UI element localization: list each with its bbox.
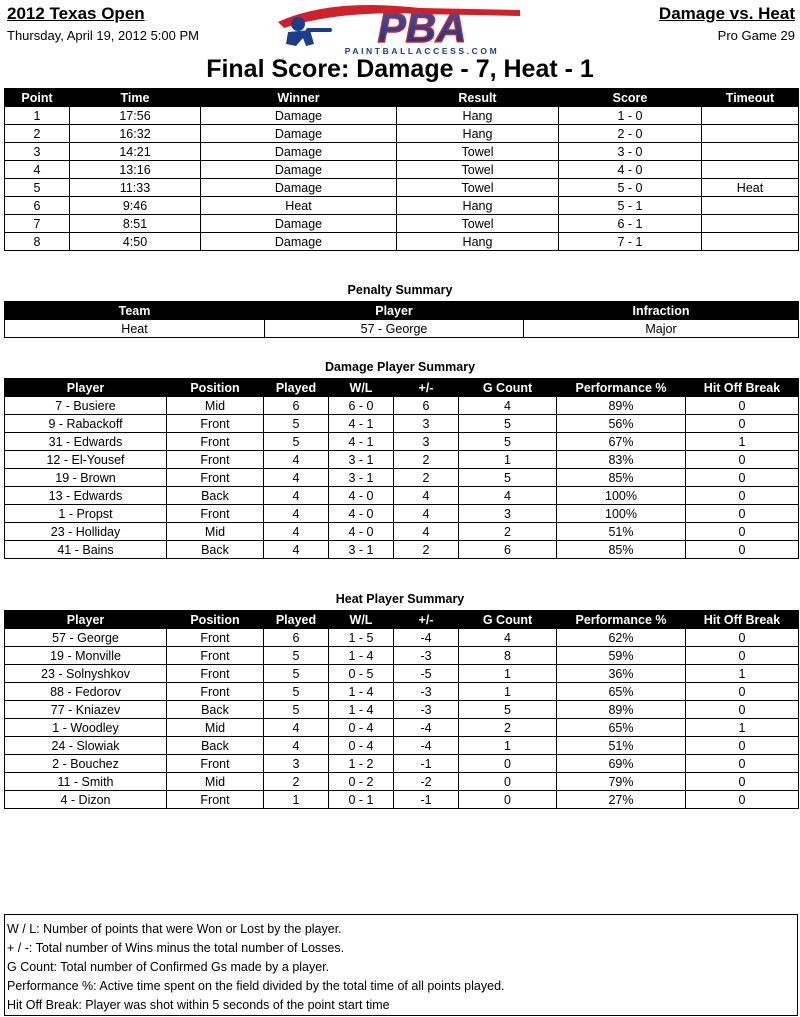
- table-cell: Towel: [397, 179, 559, 197]
- table-cell: 0: [686, 415, 799, 433]
- table-cell: 0 - 4: [329, 719, 394, 737]
- table-cell: 51%: [557, 523, 686, 541]
- table-cell: 1 - 5: [329, 629, 394, 647]
- table-cell: 41 - Bains: [5, 541, 167, 559]
- table-cell: Back: [167, 541, 264, 559]
- table-cell: 4: [264, 487, 329, 505]
- table-cell: 59%: [557, 647, 686, 665]
- table-cell: 77 - Kniazev: [5, 701, 167, 719]
- table-cell: 4: [459, 397, 557, 415]
- table-cell: 9 - Rabackoff: [5, 415, 167, 433]
- table-cell: 0: [686, 647, 799, 665]
- column-header: W/L: [329, 611, 394, 629]
- table-cell: 13:16: [70, 161, 201, 179]
- player-row: [5, 719, 799, 737]
- table-cell: [702, 161, 799, 179]
- table-cell: 5: [264, 647, 329, 665]
- table-cell: 5: [264, 433, 329, 451]
- table-cell: 4 - Dizon: [5, 791, 167, 809]
- table-cell: 1 - 4: [329, 647, 394, 665]
- table-cell: 5: [264, 665, 329, 683]
- table-cell: 4:50: [70, 233, 201, 251]
- table-cell: Front: [167, 433, 264, 451]
- table-cell: 5: [459, 433, 557, 451]
- table-cell: 12 - El-Yousef: [5, 451, 167, 469]
- table-cell: 5: [459, 701, 557, 719]
- heat-summary-title: Heat Player Summary: [335, 592, 465, 606]
- table-cell: [702, 197, 799, 215]
- table-cell: 4: [394, 523, 459, 541]
- table-cell: Back: [167, 737, 264, 755]
- table-cell: 1: [459, 683, 557, 701]
- player-row: [5, 541, 799, 559]
- table-cell: 2 - Bouchez: [5, 755, 167, 773]
- table-cell: 4 - 0: [329, 505, 394, 523]
- table-cell: 36%: [557, 665, 686, 683]
- table-cell: 6: [264, 629, 329, 647]
- table-cell: 11 - Smith: [5, 773, 167, 791]
- legend-performance: Performance %: Active time spent on the field divided by the total time of all points played.: [7, 979, 505, 993]
- table-cell: 4 - 0: [329, 523, 394, 541]
- column-header: Position: [167, 379, 264, 397]
- table-cell: 4: [394, 505, 459, 523]
- heat-player-table: [4, 610, 799, 809]
- table-cell: 1: [264, 791, 329, 809]
- legend-wl: W / L: Number of points that were Won or Lost by the player.: [7, 922, 342, 936]
- column-header: Hit Off Break: [686, 611, 799, 629]
- table-cell: 8: [459, 647, 557, 665]
- column-header: G Count: [459, 611, 557, 629]
- table-cell: Mid: [167, 719, 264, 737]
- table-cell: 0: [686, 505, 799, 523]
- player-row: [5, 755, 799, 773]
- table-cell: Mid: [167, 523, 264, 541]
- table-cell: 0: [686, 755, 799, 773]
- table-cell: Heat: [702, 179, 799, 197]
- table-cell: 0: [686, 541, 799, 559]
- table-cell: 1: [686, 665, 799, 683]
- table-cell: 2: [394, 541, 459, 559]
- table-cell: 0: [686, 487, 799, 505]
- table-cell: Front: [167, 755, 264, 773]
- table-cell: 17:56: [70, 107, 201, 125]
- table-cell: 5: [459, 415, 557, 433]
- penalty-table: [4, 301, 799, 338]
- table-cell: 56%: [557, 415, 686, 433]
- header-left: [7, 4, 199, 43]
- table-cell: Front: [167, 647, 264, 665]
- table-cell: 51%: [557, 737, 686, 755]
- table-cell: 3: [5, 143, 70, 161]
- table-cell: 16:32: [70, 125, 201, 143]
- table-cell: 19 - Monville: [5, 647, 167, 665]
- table-cell: Front: [167, 791, 264, 809]
- table-cell: Damage: [201, 161, 397, 179]
- table-cell: Hang: [397, 107, 559, 125]
- table-cell: 0: [686, 397, 799, 415]
- table-cell: [702, 233, 799, 251]
- table-cell: 27%: [557, 791, 686, 809]
- table-cell: 89%: [557, 701, 686, 719]
- player-row: [5, 647, 799, 665]
- column-header: Performance %: [557, 611, 686, 629]
- table-cell: Damage: [201, 215, 397, 233]
- table-cell: Damage: [201, 179, 397, 197]
- penalty-title: Penalty Summary: [347, 283, 453, 297]
- table-cell: 0 - 2: [329, 773, 394, 791]
- table-cell: 2: [459, 523, 557, 541]
- table-cell: Hang: [397, 125, 559, 143]
- table-cell: Front: [167, 629, 264, 647]
- table-cell: 7 - Busiere: [5, 397, 167, 415]
- penalty-header-row: [5, 302, 799, 320]
- table-cell: 6: [394, 397, 459, 415]
- table-cell: 1 - 4: [329, 683, 394, 701]
- player-row: [5, 737, 799, 755]
- table-cell: 5 - 1: [559, 197, 702, 215]
- table-cell: Damage: [201, 107, 397, 125]
- table-cell: 4: [459, 487, 557, 505]
- table-cell: -5: [394, 665, 459, 683]
- table-cell: 3: [459, 505, 557, 523]
- column-header: Player: [265, 302, 524, 320]
- table-cell: 5: [264, 415, 329, 433]
- game-label: Pro Game 29: [717, 28, 795, 43]
- column-header: Timeout: [702, 89, 799, 107]
- table-cell: 31 - Edwards: [5, 433, 167, 451]
- table-cell: 0: [686, 451, 799, 469]
- point-row: [5, 107, 799, 125]
- column-header: Score: [559, 89, 702, 107]
- table-cell: 5: [459, 469, 557, 487]
- table-cell: 6: [5, 197, 70, 215]
- table-cell: Towel: [397, 161, 559, 179]
- column-header: Result: [397, 89, 559, 107]
- table-cell: 3: [394, 415, 459, 433]
- table-cell: 1: [459, 665, 557, 683]
- table-cell: 1: [5, 107, 70, 125]
- table-cell: 1: [686, 719, 799, 737]
- table-cell: 0: [686, 523, 799, 541]
- table-cell: 0 - 4: [329, 737, 394, 755]
- table-cell: 3: [394, 433, 459, 451]
- table-cell: 6 - 1: [559, 215, 702, 233]
- table-cell: 6: [264, 397, 329, 415]
- table-cell: 24 - Slowiak: [5, 737, 167, 755]
- column-header: Performance %: [557, 379, 686, 397]
- player-row: [5, 397, 799, 415]
- table-cell: Towel: [397, 143, 559, 161]
- table-cell: 0: [686, 701, 799, 719]
- player-row: [5, 773, 799, 791]
- table-cell: 5: [264, 683, 329, 701]
- table-cell: Mid: [167, 397, 264, 415]
- column-header: Point: [5, 89, 70, 107]
- table-cell: 0: [459, 791, 557, 809]
- logo-text: PBA: [377, 4, 467, 51]
- table-cell: 4 - 1: [329, 433, 394, 451]
- table-cell: [702, 107, 799, 125]
- table-cell: Damage: [201, 125, 397, 143]
- table-cell: 4: [5, 161, 70, 179]
- table-cell: 14:21: [70, 143, 201, 161]
- point-row: [5, 143, 799, 161]
- table-cell: 6: [459, 541, 557, 559]
- table-cell: Damage: [201, 143, 397, 161]
- point-row: [5, 233, 799, 251]
- table-cell: 3 - 1: [329, 541, 394, 559]
- table-cell: 9:46: [70, 197, 201, 215]
- column-header: Infraction: [524, 302, 799, 320]
- table-cell: 57 - George: [265, 320, 524, 338]
- table-cell: [702, 143, 799, 161]
- column-header: Position: [167, 611, 264, 629]
- point-row: [5, 215, 799, 233]
- table-cell: 3: [264, 755, 329, 773]
- table-cell: 57 - George: [5, 629, 167, 647]
- table-cell: Hang: [397, 233, 559, 251]
- table-cell: 65%: [557, 683, 686, 701]
- point-row: [5, 125, 799, 143]
- player-row: [5, 487, 799, 505]
- table-cell: 1 - Propst: [5, 505, 167, 523]
- table-cell: 4: [264, 469, 329, 487]
- table-cell: Front: [167, 683, 264, 701]
- column-header: Player: [5, 611, 167, 629]
- table-cell: 23 - Holliday: [5, 523, 167, 541]
- table-cell: -4: [394, 719, 459, 737]
- table-cell: 0: [686, 469, 799, 487]
- table-cell: 4 - 0: [559, 161, 702, 179]
- table-cell: 11:33: [70, 179, 201, 197]
- table-cell: 79%: [557, 773, 686, 791]
- column-header: G Count: [459, 379, 557, 397]
- pba-logo: [270, 2, 528, 56]
- table-cell: 4: [264, 523, 329, 541]
- table-cell: 2: [264, 773, 329, 791]
- column-header: Team: [5, 302, 265, 320]
- table-cell: Back: [167, 487, 264, 505]
- column-header: W/L: [329, 379, 394, 397]
- legend-hit-off-break: Hit Off Break: Player was shot within 5 seconds of the point start time: [7, 998, 390, 1012]
- table-cell: 3 - 0: [559, 143, 702, 161]
- point-row: [5, 161, 799, 179]
- table-cell: 1: [459, 737, 557, 755]
- player-row: [5, 523, 799, 541]
- table-cell: 7: [5, 215, 70, 233]
- damage-summary-title: Damage Player Summary: [324, 360, 476, 374]
- table-cell: Hang: [397, 197, 559, 215]
- table-cell: 85%: [557, 469, 686, 487]
- point-row: [5, 197, 799, 215]
- legend-box: [4, 914, 798, 1016]
- player-row: [5, 469, 799, 487]
- table-cell: 8: [5, 233, 70, 251]
- table-cell: Heat: [5, 320, 265, 338]
- table-cell: Front: [167, 451, 264, 469]
- table-cell: 88 - Fedorov: [5, 683, 167, 701]
- column-header: Player: [5, 379, 167, 397]
- points-table: [4, 88, 799, 251]
- player-row: [5, 415, 799, 433]
- table-cell: 5 - 0: [559, 179, 702, 197]
- point-row: [5, 179, 799, 197]
- table-cell: 8:51: [70, 215, 201, 233]
- table-cell: Front: [167, 469, 264, 487]
- table-cell: 2: [5, 125, 70, 143]
- points-header-row: [5, 89, 799, 107]
- table-cell: 1 - 4: [329, 701, 394, 719]
- player-row: [5, 629, 799, 647]
- table-cell: 1: [686, 433, 799, 451]
- table-cell: Towel: [397, 215, 559, 233]
- table-cell: 3 - 1: [329, 469, 394, 487]
- table-cell: 2: [459, 719, 557, 737]
- table-cell: 0: [459, 755, 557, 773]
- table-cell: -3: [394, 647, 459, 665]
- damage-player-table: [4, 378, 799, 559]
- table-cell: 4: [264, 719, 329, 737]
- table-cell: 1 - Woodley: [5, 719, 167, 737]
- column-header: +/-: [394, 611, 459, 629]
- heat-header-row: [5, 611, 799, 629]
- table-cell: 4: [264, 737, 329, 755]
- table-cell: 5: [264, 701, 329, 719]
- table-cell: 0: [686, 737, 799, 755]
- table-cell: 65%: [557, 719, 686, 737]
- player-row: [5, 701, 799, 719]
- legend-g-count: G Count: Total number of Confirmed Gs made by a player.: [7, 960, 330, 974]
- table-cell: Front: [167, 415, 264, 433]
- table-cell: 6 - 0: [329, 397, 394, 415]
- table-cell: 67%: [557, 433, 686, 451]
- table-cell: 0 - 5: [329, 665, 394, 683]
- column-header: Played: [264, 611, 329, 629]
- table-cell: 89%: [557, 397, 686, 415]
- table-cell: 7 - 1: [559, 233, 702, 251]
- table-cell: 19 - Brown: [5, 469, 167, 487]
- column-header: Time: [70, 89, 201, 107]
- table-cell: Major: [524, 320, 799, 338]
- table-cell: 1 - 0: [559, 107, 702, 125]
- player-row: [5, 665, 799, 683]
- table-cell: 5: [5, 179, 70, 197]
- table-cell: 4 - 0: [329, 487, 394, 505]
- table-cell: 85%: [557, 541, 686, 559]
- player-row: [5, 451, 799, 469]
- table-cell: 0: [686, 629, 799, 647]
- table-cell: Damage: [201, 233, 397, 251]
- table-cell: 23 - Solnyshkov: [5, 665, 167, 683]
- header-right: [659, 4, 795, 43]
- table-cell: Mid: [167, 773, 264, 791]
- table-cell: Back: [167, 701, 264, 719]
- table-cell: [702, 215, 799, 233]
- legend-plus-minus: + / -: Total number of Wins minus the total number of Losses.: [7, 941, 345, 955]
- table-cell: 1 - 2: [329, 755, 394, 773]
- table-cell: 2: [394, 451, 459, 469]
- column-header: Hit Off Break: [686, 379, 799, 397]
- table-cell: Heat: [201, 197, 397, 215]
- column-header: +/-: [394, 379, 459, 397]
- table-cell: 4 - 1: [329, 415, 394, 433]
- table-cell: 0: [686, 773, 799, 791]
- logo-subtext: PAINTBALLACCESS.COM: [344, 46, 500, 56]
- table-cell: -4: [394, 737, 459, 755]
- table-cell: 0 - 1: [329, 791, 394, 809]
- table-cell: 0: [686, 683, 799, 701]
- player-silhouette-icon: [286, 17, 332, 46]
- table-cell: 4: [264, 451, 329, 469]
- table-cell: 69%: [557, 755, 686, 773]
- table-cell: 2 - 0: [559, 125, 702, 143]
- table-cell: Front: [167, 665, 264, 683]
- table-cell: 100%: [557, 487, 686, 505]
- table-cell: Front: [167, 505, 264, 523]
- table-cell: [702, 125, 799, 143]
- match-title: Damage vs. Heat: [658, 4, 795, 23]
- table-cell: -1: [394, 755, 459, 773]
- final-score: Final Score: Damage - 7, Heat - 1: [206, 55, 594, 83]
- damage-header-row: [5, 379, 799, 397]
- event-title: 2012 Texas Open: [7, 4, 145, 23]
- event-date: Thursday, April 19, 2012 5:00 PM: [7, 28, 199, 43]
- table-cell: 4: [394, 487, 459, 505]
- player-row: [5, 433, 799, 451]
- table-cell: 83%: [557, 451, 686, 469]
- player-row: [5, 683, 799, 701]
- table-cell: 2: [394, 469, 459, 487]
- table-cell: 3 - 1: [329, 451, 394, 469]
- table-cell: -3: [394, 701, 459, 719]
- player-row: [5, 791, 799, 809]
- table-cell: -2: [394, 773, 459, 791]
- column-header: Winner: [201, 89, 397, 107]
- column-header: Played: [264, 379, 329, 397]
- table-cell: -3: [394, 683, 459, 701]
- table-cell: 0: [459, 773, 557, 791]
- table-cell: 0: [686, 791, 799, 809]
- table-cell: 4: [264, 541, 329, 559]
- penalty-row: [5, 320, 799, 338]
- table-cell: 4: [264, 505, 329, 523]
- table-cell: -4: [394, 629, 459, 647]
- table-cell: 13 - Edwards: [5, 487, 167, 505]
- table-cell: 4: [459, 629, 557, 647]
- player-row: [5, 505, 799, 523]
- table-cell: 1: [459, 451, 557, 469]
- table-cell: 100%: [557, 505, 686, 523]
- table-cell: -1: [394, 791, 459, 809]
- table-cell: 62%: [557, 629, 686, 647]
